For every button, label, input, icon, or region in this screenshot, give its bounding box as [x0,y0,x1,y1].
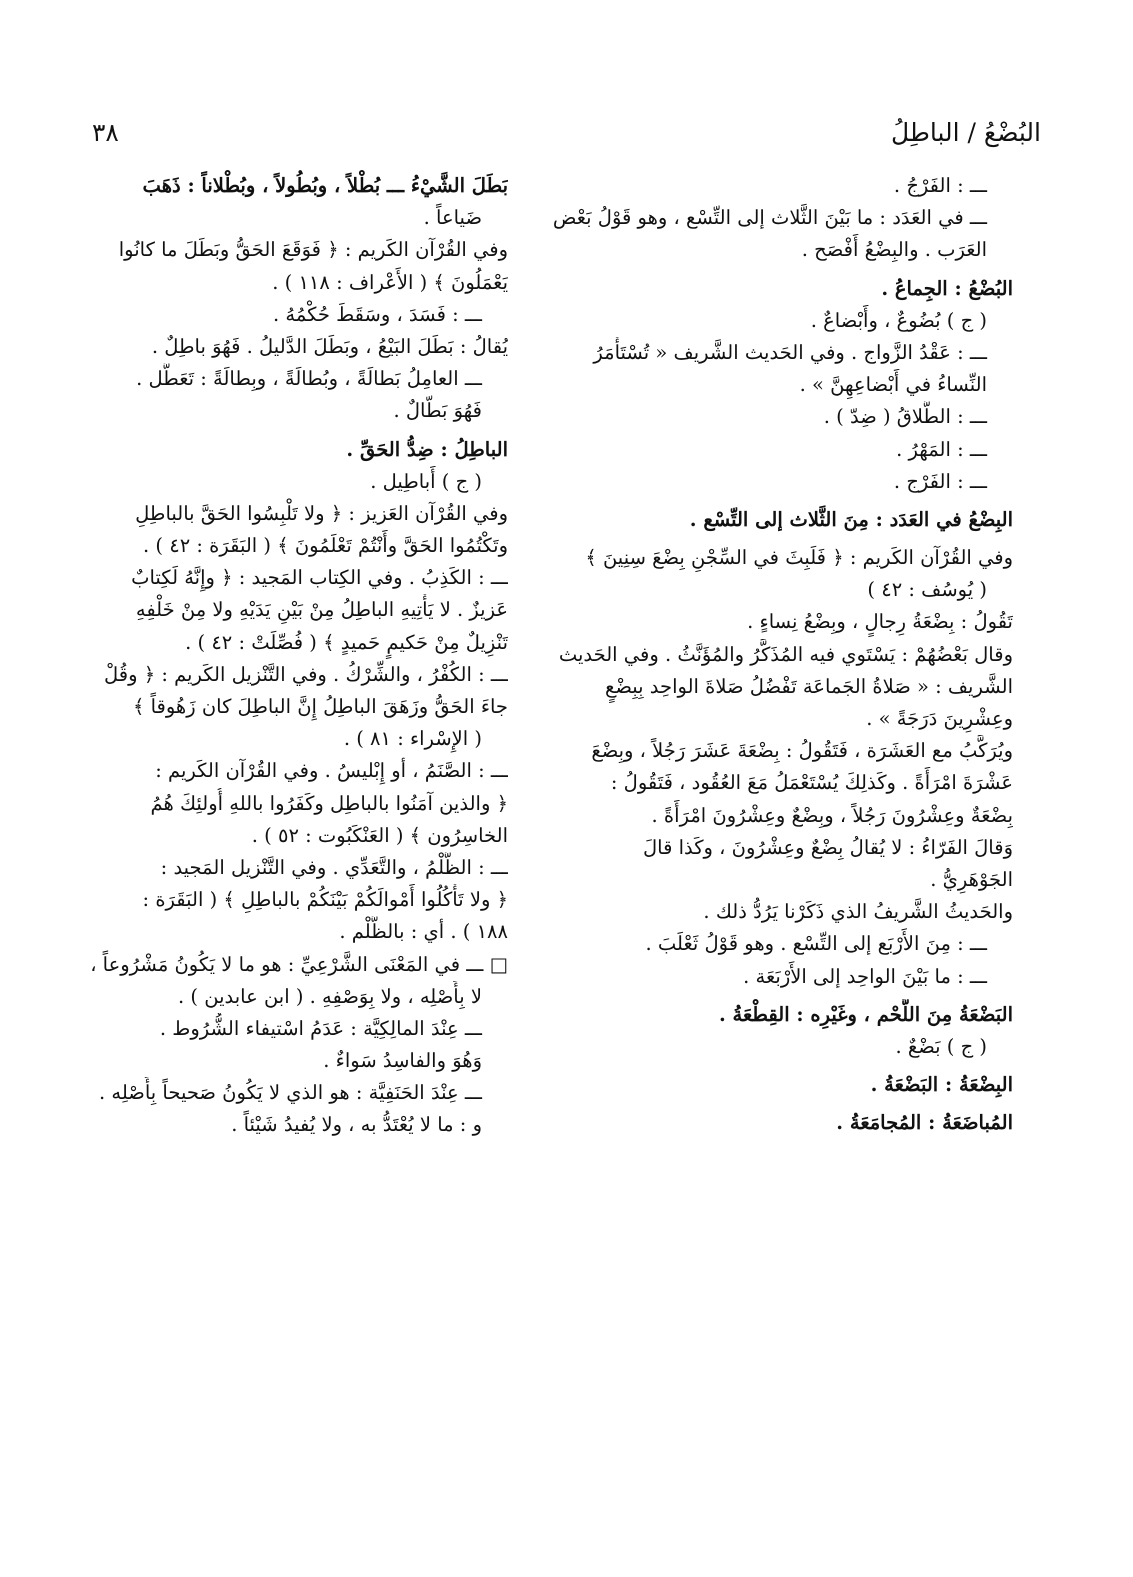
entry-text-line: الخاسِرُون ﴾ ( العَنْكَبُوت : ٥٢ ) . [251,823,508,847]
right-column [543,170,1013,1139]
entry-text-line: ـــ عِنْدَ المالِكِيَّة : عَدَمُ اسْتيفاء الشُّرُوط . [159,1016,482,1040]
entry-text-line: ـــ : الظُّلْمُ ، والتَّعَدِّي . وفي التَّنْزيل المَجيد : [160,855,508,879]
entry-headword-line: الباطِلُ : ضِدُّ الحَقِّ . [346,437,508,461]
entry-text-line: النِّساءُ في أَبْضاعِهِنَّ » . [799,373,987,397]
entry-text-line: ـــ : ما بَيْنَ الواحِد إلى الأَرْبَعَة . [743,964,987,988]
entry-text-line: تَنْزِيلٌ مِنْ حَكيمٍ حَميدٍ ﴾ ( فُصِّلَتْ : ٤٢ ) . [185,630,508,654]
entry-text-line: ( ج ) أَباطِيل . [370,469,482,493]
entry-text-line: الشَّريف : « صَلاةُ الجَماعَة تَفْضُلُ صَلاةَ الواحِد بِبِضْعٍ [605,674,1013,698]
entry-text-line: ضَياعاً . [423,206,482,230]
entry-text-line: فَهُوَ بَطّالٌ . [393,399,482,423]
entry-text-line: جاءَ الحَقُّ وزَهَقَ الباطِلُ إِنَّ الباطِلَ كان زَهُوقاً ﴾ [132,695,508,718]
entry-text-line: ﴿ ولا تَأْكُلُوا أَمْوالَكُمْ بَيْنَكُمْ بالباطِلِ ﴾ ( البَقَرَة : [142,888,508,912]
entry-text-line: ـــ : الفَرْج . [893,469,987,493]
entry-text-line: وَهُوَ والفاسِدُ سَواءٌ . [323,1049,482,1073]
entry-text-line: ﴿ والذين آمَنُوا بالباطِل وكَفَرُوا باللهِ أُولئِكَ هُمُ [150,791,508,815]
entry-headword-line: بَطَلَ الشَّيْءُ ـــ بُطْلاً ، وبُطُولاً ، وبُطْلاناً : ذَهَبَ [142,174,508,197]
entry-text-line: ـــ : مِنَ الأَرْبَع إلى التِّسْع . وهو قَوْلُ ثَعْلَبَ . [645,932,987,956]
entry-text-line: يُقالُ : بَطَلَ البَيْعُ ، وبَطَلَ الدَّليلُ . فَهُوَ باطِلٌ . [151,334,508,358]
entry-text-line: ( الإِسْراء : ٨١ ) . [343,727,482,751]
entry-text-line: ١٨٨ ) . أي : بالظُّلْم . [339,920,508,944]
entry-text-line: ( ج ) بُضُوعٌ ، وأَبْضاعٌ . [810,308,987,332]
entry-text-line: ويُرَكَّبُ مع العَشَرَة ، فَتَقُولُ : بِضْعَةَ عَشَرَ رَجُلاً ، وبِضْعَ [591,739,1013,763]
entry-text-line: ـــ : عَقْدُ الزَّواج . وفي الحَديث الشَّريف « تُسْتَأْمَرُ [593,340,987,364]
entry-text-line: وفي القُرْآن الكَريم : ﴿ فَوَقَعَ الحَقُّ وبَطَلَ ما كانُوا [118,238,508,262]
entry-headword-line: البِضْعُ في العَدَد : مِنَ الثَّلاث إلى التِّسْع . [689,507,1013,531]
entry-text-line: العَرَب . والبِضْعُ أَفْصَح . [801,238,987,262]
entry-text-line: ( ج ) بَضْعٌ . [895,1034,987,1058]
entry-text-line: ـــ العامِلُ بَطالَةً ، وبُطالَةً ، وبِطالَةً : تَعَطَّل . [136,367,482,391]
entry-text-line: لا بِأَصْلِه ، ولا بِوَصْفِهِ . ( ابن عابدين ) . [178,984,482,1008]
entry-text-line: ـــ عِنْدَ الحَنَفِيَّة : هو الذي لا يَكُونُ صَحيحاً بِأَصْلِه . [98,1081,482,1105]
entry-text-line: عَزيزٌ . لا يَأْتِيهِ الباطِلُ مِنْ بَيْنِ يَدَيْهِ ولا مِنْ خَلْفِهِ [135,598,508,622]
entry-headword-line: المُباضَعَةُ : المُجامَعَةُ . [836,1111,1013,1135]
entry-headword-line: البِضْعَةُ : البَضْعَةُ . [870,1073,1013,1097]
entry-headword-line: البُضْعُ : الجِماعُ . [881,276,1013,300]
entry-text-line: □ ـــ في المَعْنَى الشَّرْعِيِّ : هو ما لا يَكُونُ مَشْرُوعاً ، [90,952,508,976]
entry-text-line: بِضْعَةٌ وعِشْرُونَ رَجُلاً ، وبِضْعٌ وعِشْرُونَ امْرَأَةً . [651,803,1013,827]
entry-text-line: وَقالَ الفَرّاءُ : لا يُقالُ بِضْعٌ وعِشْرُونَ ، وكَذا قالَ [642,835,1013,859]
entry-text-line: عَشْرَةَ امْرَأَةً . وكَذلِكَ يُسْتَعْمَلُ مَعَ العُقُود ، فَتَقُولُ : [610,771,1013,795]
entry-text-line: ـــ : المَهْرُ . [896,437,987,461]
entry-headword-line: البَضْعَةُ مِنَ اللَّحْم ، وغَيْرِه : القِطْعَةُ . [718,1002,1013,1026]
page-number: ٣٨ [92,118,119,147]
entry-text-line: ـــ : الفَرْجُ . [893,174,987,197]
entry-text-line: ( يُوسُف : ٤٢ ) [867,578,987,602]
entry-text-line: و : ما لا يُعْتَدُّ به ، ولا يُفيدُ شَيْئاً . [231,1113,482,1137]
entry-text-line: ـــ : فَسَدَ ، وسَقَطَ حُكْمُهُ . [272,302,482,326]
entry-text-line: وفي القُرْآن العَزيز : ﴿ ولا تَلْبِسُوا الحَقَّ بالباطِلِ [135,501,508,525]
entry-text-line: وقال بَعْضُهُمْ : يَسْتَوي فيه المُذَكَّرُ والمُؤَنَّثُ . وفي الحَديث [558,642,1013,666]
entry-text-line: ـــ : الطَّلاقُ ( ضِدّ ) . [823,405,987,429]
entry-text-line: ـــ في العَدَد : ما بَيْنَ الثَّلاث إلى التِّسْع ، وهو قَوْلُ بَعْض [552,206,987,230]
entry-text-line: يَعْمَلُونَ ﴾ ( الأَعْراف : ١١٨ ) . [272,270,508,294]
running-header: البُضْعُ / الباطِلُ [891,118,1041,147]
entry-text-line: ـــ : الكُفْرُ ، والشِّرْكُ . وفي التَّنْزيل الكَريم : ﴿ وقُلْ [103,662,508,686]
entry-text-line: وفي القُرْآن الكَريم : ﴿ فَلَبِثَ في السِّجْنِ بِضْعَ سِنِينَ ﴾ [585,546,1013,570]
entry-text-line: تَقُولُ : بِضْعَةُ رِجالٍ ، وبِضْعُ نِساءٍ . [747,610,1013,634]
left-column [38,170,508,1142]
entry-text-line: والحَديثُ الشَّريفُ الذي ذَكَرْنا يَرُدُّ ذلك . [703,900,1013,924]
entry-text-line: ـــ : الصَّنَمُ ، أو إِبْليسُ . وفي القُرْآن الكَريم : [155,759,508,783]
entry-text-line: ـــ : الكَذِبُ . وفي الكِتاب المَجيد : ﴿ وإِنَّهُ لَكِتابٌ [131,566,508,590]
entry-text-line: وتَكْتُمُوا الحَقَّ وأَنْتُمْ تَعْلَمُونَ ﴾ ( البَقَرَة : ٤٢ ) . [143,534,508,558]
entry-text-line: وعِشْرِينَ دَرَجَةً » . [866,707,1013,730]
entry-text-line: الجَوْهَرِيُّ . [930,867,1013,891]
